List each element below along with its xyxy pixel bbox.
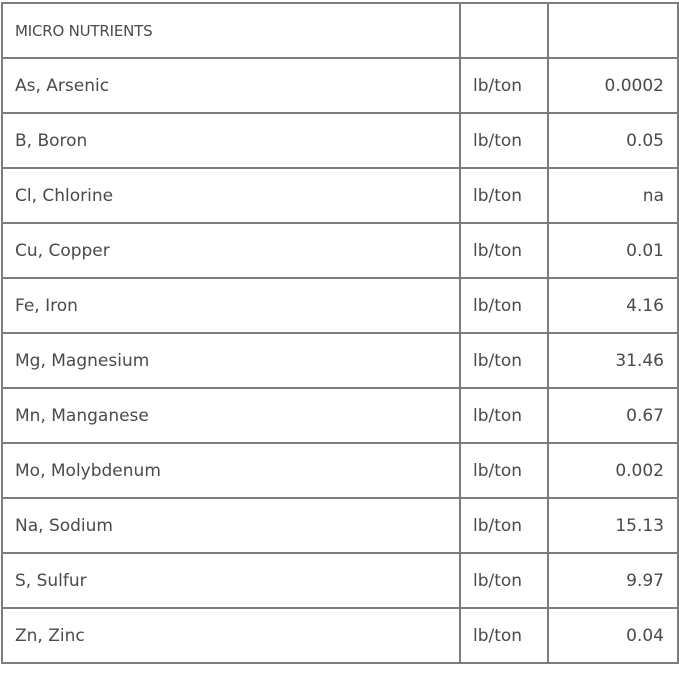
value-cell: 4.16 <box>548 278 678 333</box>
table-row <box>2 168 678 223</box>
value-cell: 0.0002 <box>548 58 678 113</box>
nutrient-name-cell: Fe, Iron <box>2 278 460 333</box>
value-cell: 15.13 <box>548 498 678 553</box>
value-cell: 0.05 <box>548 113 678 168</box>
table-row <box>2 113 678 168</box>
value-cell: 9.97 <box>548 553 678 608</box>
unit-cell: lb/ton <box>460 223 548 278</box>
unit-cell: lb/ton <box>460 333 548 388</box>
table-row <box>2 223 678 278</box>
table-header-value <box>548 3 678 58</box>
nutrient-name-cell: B, Boron <box>2 113 460 168</box>
value-cell: 0.01 <box>548 223 678 278</box>
table-row <box>2 388 678 443</box>
table-header-label: MICRO NUTRIENTS <box>2 3 460 58</box>
unit-cell: lb/ton <box>460 278 548 333</box>
table-row <box>2 608 678 663</box>
table-row <box>2 498 678 553</box>
table-header-unit <box>460 3 548 58</box>
nutrient-name-cell: S, Sulfur <box>2 553 460 608</box>
nutrient-name-cell: Mn, Manganese <box>2 388 460 443</box>
unit-cell: lb/ton <box>460 388 548 443</box>
unit-cell: lb/ton <box>460 553 548 608</box>
unit-cell: lb/ton <box>460 608 548 663</box>
unit-cell: lb/ton <box>460 58 548 113</box>
table-row <box>2 553 678 608</box>
nutrient-name-cell: As, Arsenic <box>2 58 460 113</box>
nutrient-name-cell: Zn, Zinc <box>2 608 460 663</box>
nutrient-name-cell: Cl, Chlorine <box>2 168 460 223</box>
value-cell: 0.002 <box>548 443 678 498</box>
value-cell: na <box>548 168 678 223</box>
unit-cell: lb/ton <box>460 168 548 223</box>
nutrient-name-cell: Cu, Copper <box>2 223 460 278</box>
nutrient-name-cell: Na, Sodium <box>2 498 460 553</box>
value-cell: 31.46 <box>548 333 678 388</box>
unit-cell: lb/ton <box>460 443 548 498</box>
nutrient-name-cell: Mg, Magnesium <box>2 333 460 388</box>
micronutrients-table-container <box>1 2 677 691</box>
table-row <box>2 333 678 388</box>
value-cell: 0.04 <box>548 608 678 663</box>
micronutrients-table <box>1 2 679 664</box>
nutrient-name-cell: Mo, Molybdenum <box>2 443 460 498</box>
value-cell: 0.67 <box>548 388 678 443</box>
unit-cell: lb/ton <box>460 498 548 553</box>
unit-cell: lb/ton <box>460 113 548 168</box>
table-row <box>2 58 678 113</box>
table-row <box>2 443 678 498</box>
table-row <box>2 278 678 333</box>
table-header-row <box>2 3 678 58</box>
